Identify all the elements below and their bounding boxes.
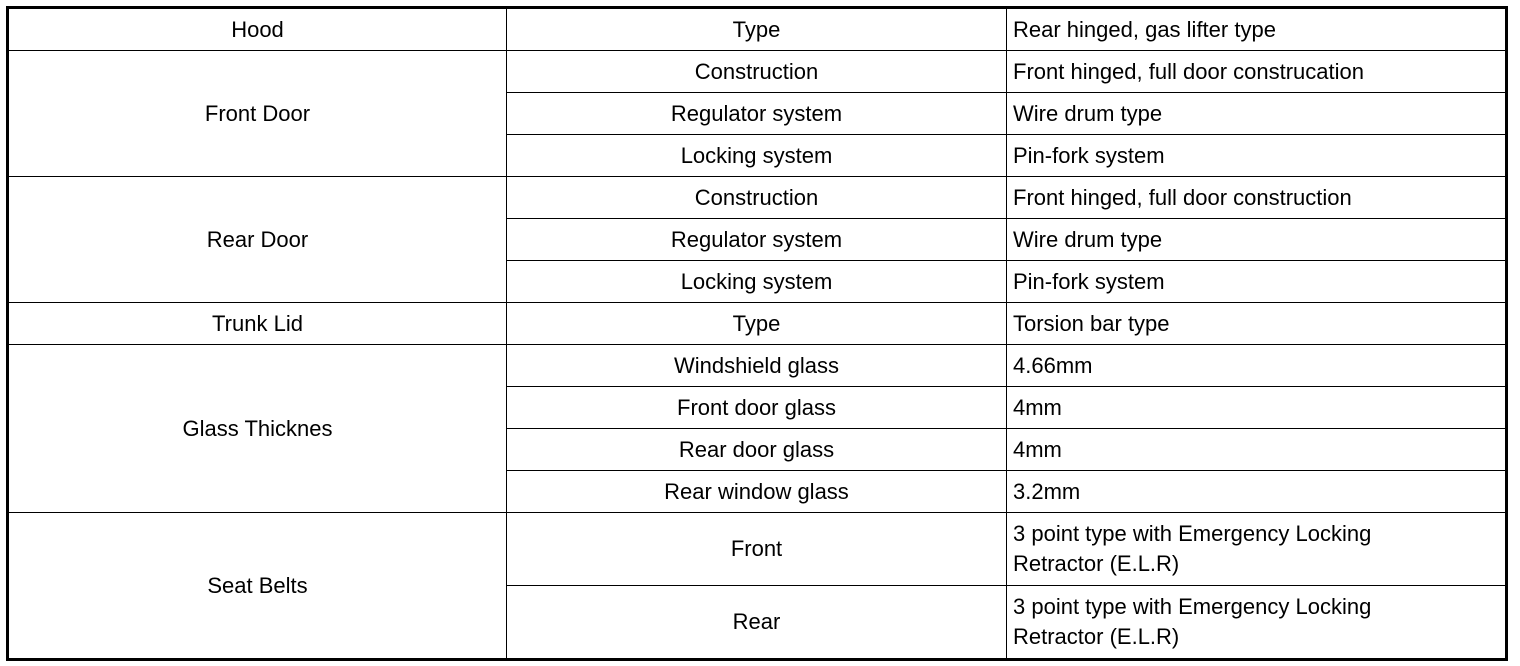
item-cell: Windshield glass <box>507 345 1007 387</box>
spec-cell: Rear hinged, gas lifter type <box>1007 8 1507 51</box>
spec-line: 3 point type with Emergency Locking <box>1013 594 1372 619</box>
group-cell-rear-door: Rear Door <box>8 177 507 303</box>
spec-cell: 4mm <box>1007 387 1507 429</box>
item-cell: Construction <box>507 51 1007 93</box>
item-cell: Front <box>507 513 1007 586</box>
spec-cell: Front hinged, full door construction <box>1007 177 1507 219</box>
spec-cell <box>1007 513 1507 586</box>
group-cell-glass-thickness: Glass Thicknes <box>8 345 507 513</box>
spec-line: Retractor (E.L.R) <box>1013 551 1180 576</box>
item-cell: Locking system <box>507 261 1007 303</box>
item-cell: Construction <box>507 177 1007 219</box>
spec-cell: 4.66mm <box>1007 345 1507 387</box>
spec-line: 3 point type with Emergency Locking <box>1013 521 1372 546</box>
table-row <box>8 345 1507 387</box>
table-row-trunk-lid <box>8 303 1507 345</box>
item-cell: Front door glass <box>507 387 1007 429</box>
group-cell-trunk-lid: Trunk Lid <box>8 303 507 345</box>
group-cell-hood: Hood <box>8 8 507 51</box>
item-cell: Type <box>507 303 1007 345</box>
spec-cell: 4mm <box>1007 429 1507 471</box>
spec-cell: Torsion bar type <box>1007 303 1507 345</box>
spec-cell: Pin-fork system <box>1007 261 1507 303</box>
specification-table <box>6 6 1508 661</box>
table-row-hood <box>8 8 1507 51</box>
spec-cell: Wire drum type <box>1007 219 1507 261</box>
item-cell: Rear <box>507 586 1007 660</box>
item-cell: Rear door glass <box>507 429 1007 471</box>
spec-cell: Front hinged, full door construcation <box>1007 51 1507 93</box>
item-cell: Locking system <box>507 135 1007 177</box>
item-cell: Rear window glass <box>507 471 1007 513</box>
spec-cell: Pin-fork system <box>1007 135 1507 177</box>
spec-cell <box>1007 586 1507 660</box>
spec-cell: Wire drum type <box>1007 93 1507 135</box>
group-cell-front-door: Front Door <box>8 51 507 177</box>
table-row <box>8 51 1507 93</box>
item-cell: Regulator system <box>507 219 1007 261</box>
spec-line: Retractor (E.L.R) <box>1013 624 1180 649</box>
item-cell: Type <box>507 8 1007 51</box>
table-row <box>8 177 1507 219</box>
table-row <box>8 513 1507 586</box>
spec-cell: 3.2mm <box>1007 471 1507 513</box>
group-cell-seat-belts: Seat Belts <box>8 513 507 660</box>
item-cell: Regulator system <box>507 93 1007 135</box>
